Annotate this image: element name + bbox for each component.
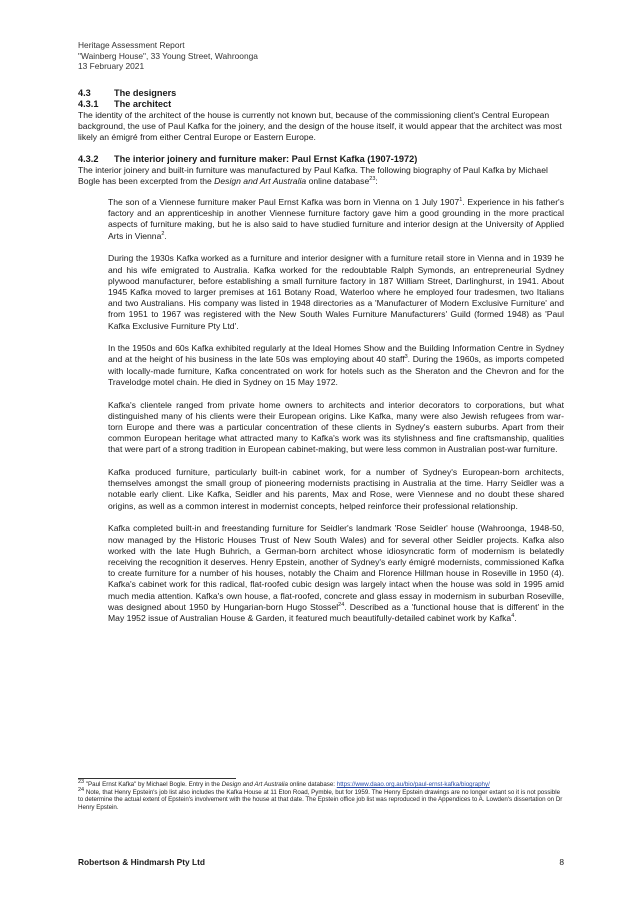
heading-4-3-1: [78, 99, 564, 110]
footnote-ref[interactable]: 3: [404, 354, 408, 361]
text-italic: Design and Art Australia: [221, 781, 288, 788]
text: Kafka completed built-in and freestanding furniture for Seidler's landmark 'Rose Seidler' house (Wahroonga, 1948-50, now managed by the Historic Houses Trust of New South Wales) and for several other Seidler projects. Kafka also worked with the late Hugh Buhrich, a German-born architect whose idiosyncratic form of modernism is belatedly receiving the recognition it deserves. Henry Epstein, another of Sydney's early émigré modernists, commissioned Kafka to create furniture for a number of his houses, notably the Chaim and Florence Hillman house in Roseville in 1950 (4). Kafka's cabinet work for this radical, flat-roofed cubic design was largely intact when the house was sold in 1995 amid much media attention. Kafka's own house, a flat-roofed, concrete and glass essay in modernism in suburban Roseville, was designed about 1950 by Hungarian-born Hugo Stossel: [108, 523, 564, 612]
heading-4-3: [78, 88, 564, 99]
footnote-24: [78, 786, 564, 812]
footnote-ref[interactable]: 2: [161, 230, 165, 237]
paragraph-architect: The identity of the architect of the house is currently not known but, because of the commissioning client's Central European background, the use of Paul Kafka for the joinery, and the design of the house itself, it would appear that the architect was most likely an émigré from either Central Europe or Eastern Europe.: [78, 110, 562, 143]
heading-title: The interior joinery and furniture maker: Paul Ernst Kafka (1907-1972): [114, 153, 418, 164]
header-property: "Wainberg House", 33 Young Street, Wahroonga: [78, 50, 258, 61]
footer-company: Robertson & Hindmarsh Pty Ltd: [78, 857, 206, 867]
quote-paragraph: [108, 197, 564, 242]
heading-number: 4.3.1: [78, 99, 99, 109]
text: The interior joinery and built-in furniture was manufactured by Paul Kafka. The following biography of Paul Kafka by Michael Bogle has been excerpted from the: [78, 164, 548, 186]
body-content: [78, 88, 564, 636]
text: Note, that Henry Epstein's job list also includes the Kafka House at 11 Eton Road, Pymble, but for 1959. The Henry Epstein drawings are no longer extant so it is not possible to determine the actual extent of Epstein's involvement with the house at that date. The Epstein office job list was reproduced in the Appendices to A. Lowden's dissertation on Dr Henry Epstein.: [78, 788, 563, 811]
footnote-number: 23: [78, 778, 85, 785]
block-quote: [108, 197, 564, 624]
text: . Described as a 'functional house that is different' in the May 1952 issue of Australian House & Garden, it featured much beautifully-detailed cabinet work by Kafka: [108, 601, 564, 624]
text: online database:: [287, 781, 337, 788]
quote-paragraph: Kafka's clientele ranged from private home owners to architects and interior decorators to corporations, but what distinguished many of his clients were their European origins. Like Kafka, many were also Jewish refugees from war-torn Europe and there was a particular concentration of these clients in Sydney's eastern suburbs. Apart from their common European heritage what attracted many to Kafka's work was its stylishness and fine craftsmanship, qualities that were part of a strong tradition in European cabinet-making, but were less common in Australian post-war furniture.: [108, 399, 564, 455]
text: :: [375, 175, 378, 186]
page-footer: [78, 857, 564, 867]
paragraph-intro: [78, 165, 564, 187]
footnote-link[interactable]: https://www.daao.org.au/bio/paul-ernst-kafka/biography/: [336, 781, 490, 788]
footnote-ref[interactable]: 4: [511, 613, 515, 620]
footnote-number: 24: [78, 786, 85, 793]
header-date: 13 February 2021: [78, 61, 145, 72]
text: The son of a Viennese furniture maker Paul Ernst Kafka was born in Vienna on 1 July 1907: [108, 197, 460, 208]
footnotes: [78, 778, 564, 811]
page-number: 8: [559, 857, 564, 867]
quote-paragraph: Kafka produced furniture, particularly built-in cabinet work, for a number of Sydney's European-born architects, themselves amongst the small group of pioneering modernists practising in Australia at the time. Harry Seidler was a notable early client. Like Kafka, Seidler and his parents, Max and Rose, were Viennese and no doubt these shared origins, as well as a common interest in modernist concepts, helped reinforce their professional relationship.: [108, 467, 564, 511]
quote-paragraph: [108, 523, 564, 624]
text: In the 1950s and 60s Kafka exhibited regularly at the Ideal Homes Show and the Building Information Centre in Sydney and at the height of his business in the late 50s was employing about 40 staff: [108, 343, 564, 365]
header-report-title: Heritage Assessment Report: [78, 40, 185, 50]
text: "Paul Ernst Kafka" by Michael Bogle. Entry in the: [84, 781, 222, 788]
heading-number: 4.3: [78, 88, 91, 98]
text: . Experience in his father's factory and an apprenticeship in another Viennese furniture factory gave him a good grounding in the more practical aspects of furniture making, but he is also said to have studied furniture and interior design at the University of Applied Arts in Vienna: [108, 197, 564, 241]
footnote-separator: [78, 778, 236, 779]
text: .: [514, 613, 517, 624]
heading-title: The architect: [114, 99, 172, 109]
text-italic: Design and Art Australia: [214, 175, 307, 186]
text: . During the 1960s, as imports competed with locally-made furniture, Kafka concentrated on work for hotels such as the Sheraton and the Chevron and for the Travelodge motel chain. He died in Sydney on 15 May 1972.: [108, 354, 564, 387]
text: .: [164, 230, 167, 241]
text: online database: [306, 175, 370, 186]
footnote-ref[interactable]: 23: [369, 175, 376, 182]
heading-title: The designers: [114, 88, 177, 98]
quote-paragraph: [108, 343, 564, 388]
footnote-ref[interactable]: 24: [338, 601, 345, 608]
footnote-23: [78, 778, 564, 789]
quote-paragraph: During the 1930s Kafka worked as a furniture and interior designer with a furniture retail store in Vienna and in 1939 he and his wife emigrated to Australia. Kafka worked for the redoubtable Ralph Symonds, an entrepreneurial Sydney plywood manufacturer, before establishing a small furniture factory in 187 William Street, Darlinghurst, in 1941. About 1945 Kafka moved to larger premises at 161 Botany Road, Waterloo where he employed four tradesmen, two Italians and two Australians. His company was listed in 1948 directories as a 'Manufacturer of Modern Exclusive Furniture' and from 1951 to 1967 was registered with the New South Wales Furniture Manufacturers' Guild (formed 1948) as 'Paul Kafka Exclusive Furniture Pty Ltd'.: [108, 253, 564, 331]
running-header: [78, 40, 258, 72]
heading-number: 4.3.2: [78, 153, 99, 164]
footnote-ref[interactable]: 1: [459, 197, 463, 204]
heading-4-3-2: [78, 154, 564, 165]
